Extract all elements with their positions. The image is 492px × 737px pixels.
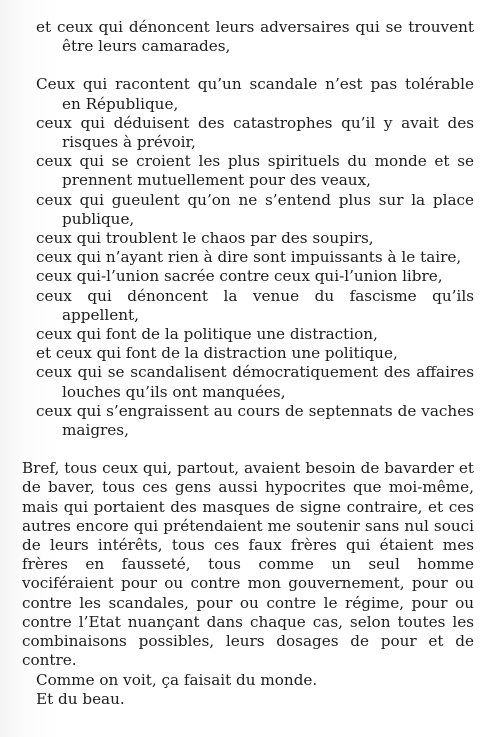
- prose-paragraph: Bref, tous ceux qui, partout, avaient besoin de bavarder et de baver, tous ces gens aussi hypocrites que moi-même, mais qui portaient des masques de signe contraire, et ces autres encore qui prétendaient me soutenir sans nul souci de leurs intérêts, tous ces faux frères qui étaient mes frères en fausseté, tous comme un seul homme vociféraient pour ou contre mon gouvernement, pour ou contre les scandales, pour ou contre le régime, pour ou contre l’Etat nuançant dans chaque cas, selon toutes les combinaisons possibles, leurs dosages de pour et de contre.: [22, 459, 474, 670]
- page-text: [22, 18, 474, 709]
- verse-line: ceux qui se croient les plus spirituels du monde et se prennent mutuellement pour des veaux,: [36, 152, 474, 190]
- prose-section: [22, 459, 474, 709]
- verse-line: et ceux qui dénoncent leurs adversaires qui se trouvent être leurs camarades,: [36, 18, 474, 56]
- verse-line: ceux qui dénoncent la venue du fascisme qu’ils appellent,: [36, 286, 474, 324]
- verse-line: ceux qui s’engraissent au cours de septennats de vaches maigres,: [36, 401, 474, 440]
- verse-line: et ceux qui font de la distraction une politique,: [36, 344, 398, 363]
- verse-line: ceux qui se scandalisent démocratiquement des affaires louches qu’ils ont manquées,: [36, 363, 474, 401]
- prose-paragraph: Comme on voit, ça faisait du monde.: [36, 670, 318, 689]
- verse-line: ceux qui font de la politique une distraction,: [36, 325, 378, 344]
- verse-line: Ceux qui racontent qu’un scandale n’est pas tolérable en République,: [36, 75, 474, 113]
- verse-line: ceux qui troublent le chaos par des soupirs,: [36, 229, 374, 248]
- verse-line: ceux qui n’ayant rien à dire sont impuissants à le taire,: [36, 248, 462, 267]
- prose-paragraph: Et du beau.: [36, 689, 125, 708]
- verse-line: ceux qui déduisent des catastrophes qu’il y avait des risques à prévoir,: [36, 113, 474, 152]
- verse-line: ceux qui-l’union sacrée contre ceux qui-l’union libre,: [36, 267, 443, 286]
- verse-line: ceux qui gueulent qu’on ne s’entend plus sur la place publique,: [36, 190, 474, 228]
- stanza-2: [22, 75, 474, 440]
- stanza-1: [22, 18, 474, 56]
